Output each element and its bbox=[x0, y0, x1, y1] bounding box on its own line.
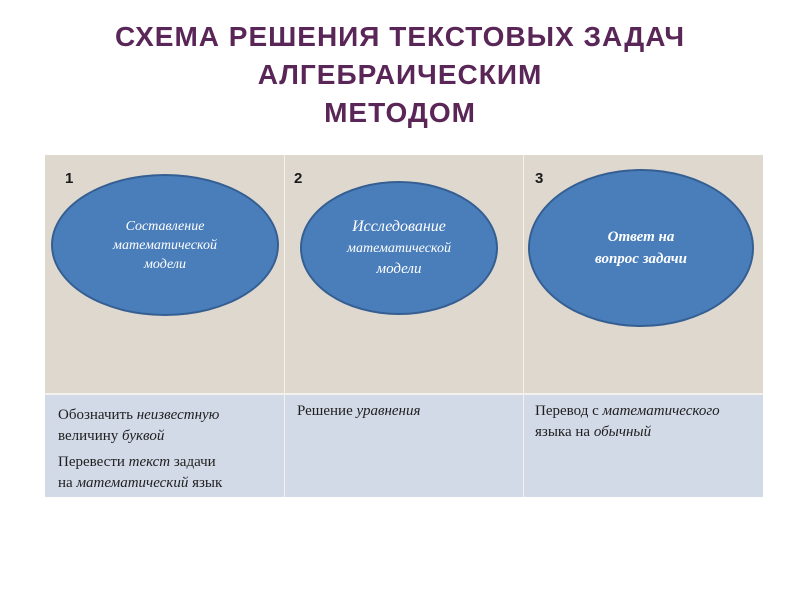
desc-1-italic: буквой bbox=[122, 428, 165, 444]
ellipse-1-line-3: модели bbox=[144, 256, 186, 272]
step-number-2: 2 bbox=[294, 170, 303, 187]
desc-1-italic: текст bbox=[128, 454, 171, 470]
desc-1-text: Перевести bbox=[58, 454, 129, 470]
scheme-table bbox=[45, 155, 763, 497]
step-number-3: 3 bbox=[535, 170, 544, 187]
desc-1-text: величину bbox=[58, 428, 123, 444]
step-number-1: 1 bbox=[65, 170, 74, 187]
desc-1-text: на bbox=[58, 475, 77, 491]
ellipse-step-3 bbox=[528, 169, 754, 327]
description-step-2 bbox=[297, 401, 420, 422]
description-step-1 bbox=[58, 405, 222, 494]
desc-2-text: Решение bbox=[297, 403, 357, 419]
row-divider bbox=[45, 393, 763, 395]
column-divider bbox=[284, 155, 285, 497]
title-line-1: СХЕМА РЕШЕНИЯ ТЕКСТОВЫХ ЗАДАЧ bbox=[114, 21, 686, 52]
desc-3-text: языка на bbox=[535, 424, 594, 440]
ellipse-1-line-2: математической bbox=[113, 237, 217, 253]
desc-3-italic: обычный bbox=[593, 424, 652, 440]
desc-1-text: задачи bbox=[170, 454, 216, 470]
ellipse-3-line-1: Ответ на bbox=[607, 229, 675, 245]
desc-1-text: язык bbox=[188, 475, 223, 491]
ellipse-2-line-3: модели bbox=[376, 261, 422, 277]
column-divider bbox=[523, 155, 524, 497]
ellipse-2-line-2: математической bbox=[347, 241, 451, 256]
page-title bbox=[0, 18, 800, 132]
description-step-3 bbox=[535, 401, 720, 443]
title-line-2: АЛГЕБРАИЧЕСКИМ bbox=[257, 59, 543, 90]
ellipse-3-line-2: вопрос задачи bbox=[594, 251, 688, 267]
ellipse-step-2 bbox=[300, 181, 498, 315]
title-line-3: МЕТОДОМ bbox=[324, 97, 476, 128]
ellipse-2-line-1: Исследование bbox=[352, 218, 446, 235]
desc-1-text: Обозначить bbox=[58, 407, 137, 423]
desc-3-text: Перевод с bbox=[535, 403, 603, 419]
ellipse-1-line-1: Составление bbox=[125, 218, 205, 234]
desc-3-italic: математического bbox=[602, 403, 720, 419]
ellipse-step-1 bbox=[51, 174, 279, 316]
desc-2-italic: уравнения bbox=[356, 403, 421, 419]
desc-1-italic: неизвестную bbox=[136, 407, 220, 423]
desc-1-italic: математический bbox=[76, 475, 189, 491]
